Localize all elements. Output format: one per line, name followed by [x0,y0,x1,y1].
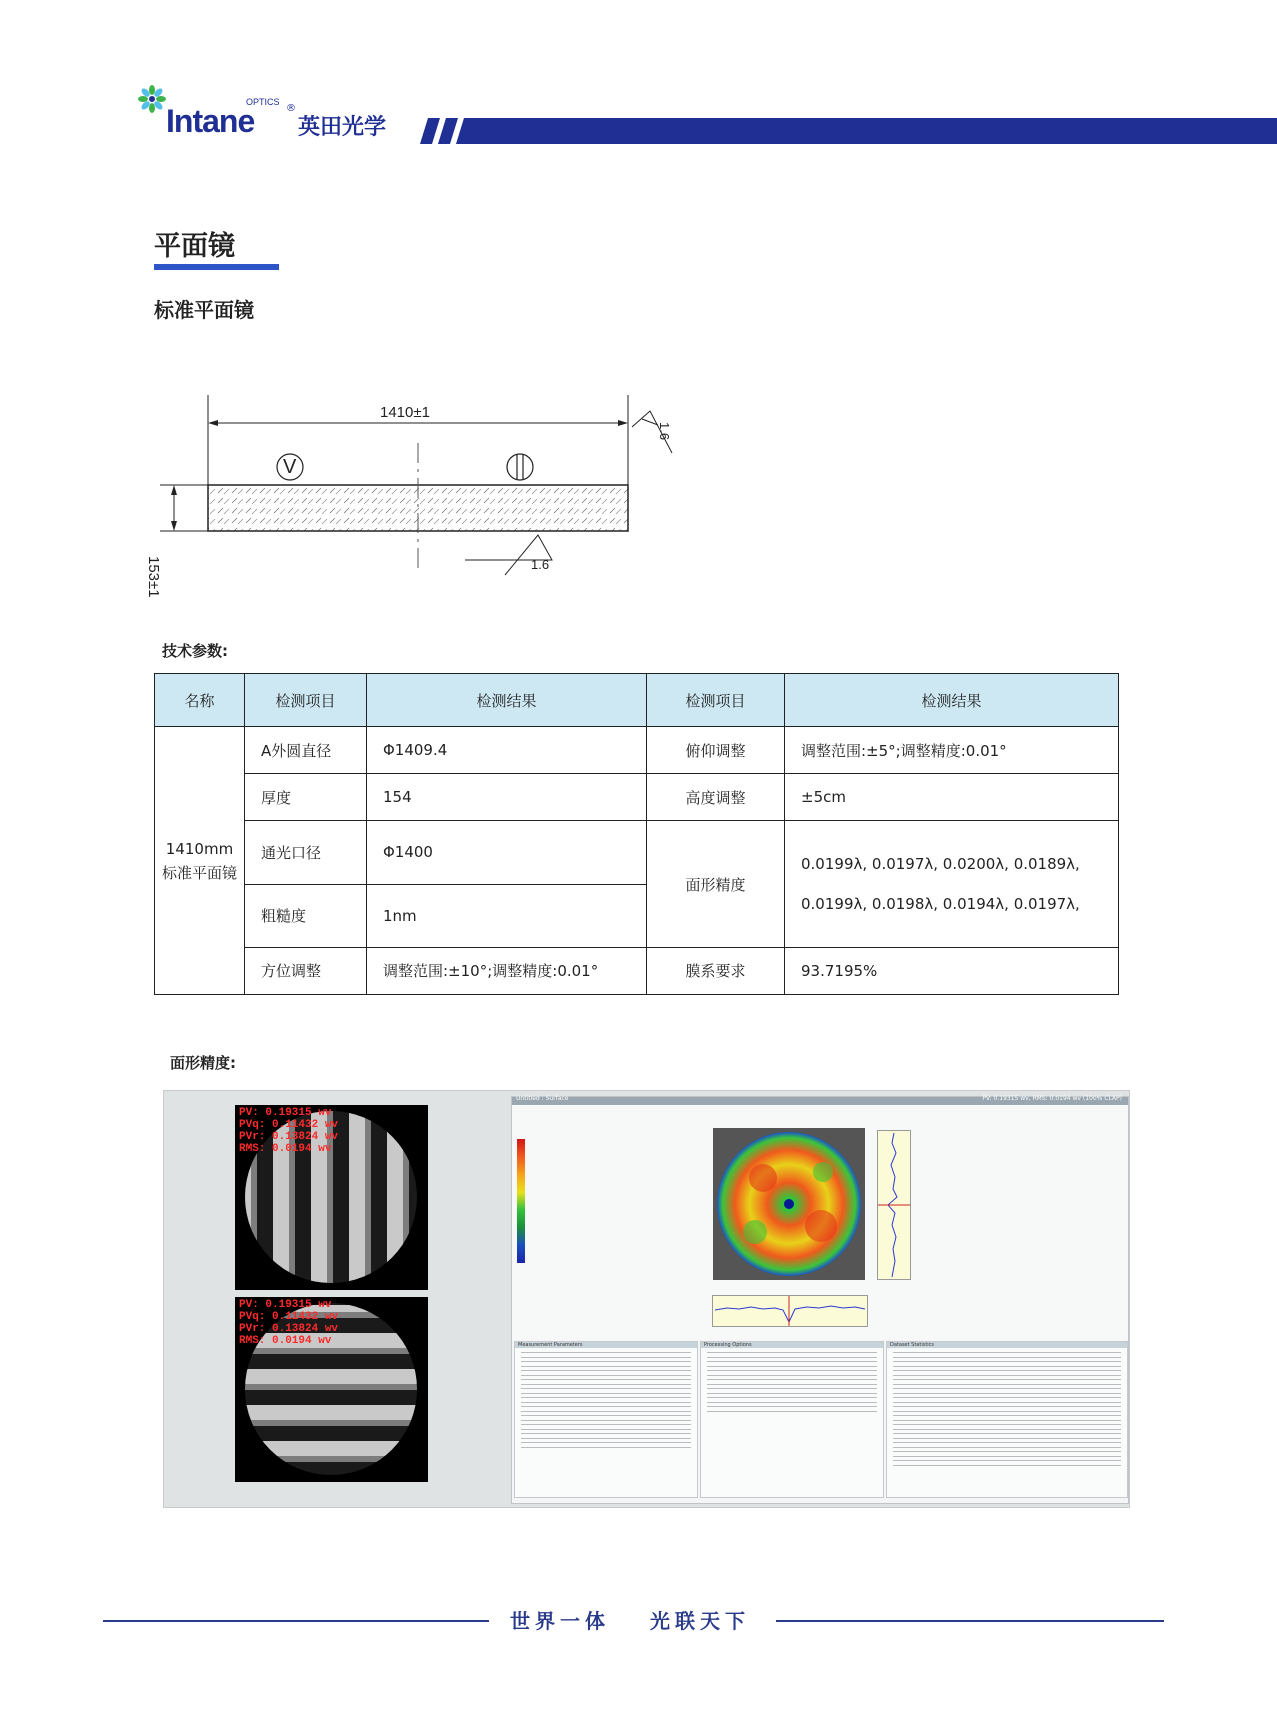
table-row [155,947,1119,994]
product-name-line2: 标准平面镜 [161,863,237,882]
registered-mark: ® [286,103,296,114]
result-cell: 154 [367,774,647,821]
header-result-1: 检测结果 [367,674,647,727]
title-underline [154,264,279,270]
result-cell: 调整范围:±5°;调整精度:0.01° [785,727,1119,774]
fringe-image-horizontal [235,1297,428,1482]
result-cell: 1nm [367,884,647,947]
footer-line-left [103,1620,489,1622]
tech-params-table [154,673,1118,995]
processing-options-pane [700,1341,884,1498]
surface-result-line2: 0.0199λ, 0.0198λ, 0.0194λ, 0.0197λ, [801,895,1080,914]
footer-slogan [510,1605,750,1634]
product-name-line1: 1410mm [165,839,234,858]
result-cell: ±5cm [785,774,1119,821]
roughness-bottom-label: 1.6 [531,557,550,572]
fringe-image-vertical [235,1105,428,1290]
item-cell: 厚度 [245,774,367,821]
color-scale-bar [517,1139,525,1263]
analysis-title-bar [512,1097,1128,1105]
item-cell: 膜系要求 [647,947,785,994]
fringe-1-pv: PV: 0.19315 wv [239,1107,332,1119]
analysis-result-pane [512,1105,1128,1340]
mirror-technical-drawing [160,385,700,600]
height-dimension-label: 153±1 [145,556,162,598]
result-cell: 调整范围:±10°;调整精度:0.01° [367,947,647,994]
item-cell: A外圆直径 [245,727,367,774]
roughness-top-label: 1.6 [657,422,672,441]
interferometer-analysis-window [511,1096,1129,1504]
item-cell: 高度调整 [647,774,785,821]
header-item-2: 检测项目 [647,674,785,727]
analysis-title: Untitled : Surface [516,1095,569,1102]
brand-name-en: Intane [166,103,255,139]
dataset-statistics-pane [886,1341,1128,1498]
header-item-1: 检测项目 [245,674,367,727]
slogan-part-1: 世界一体 [510,1609,610,1633]
item-cell: 粗糙度 [245,884,367,947]
surface-accuracy-panel [163,1090,1130,1508]
fringe-2-stats [239,1299,338,1347]
fringe-2-rms: RMS: 0.0194 wv [239,1335,332,1347]
page-title: 平面镜 [154,231,235,262]
width-dimension-label: 1410±1 [380,404,430,421]
fringe-1-rms: RMS: 0.0194 wv [239,1143,332,1155]
measurement-parameters-pane [514,1341,698,1498]
brand-name-cn: 英田光学 [298,115,387,140]
surface-accuracy-label: 面形精度: [170,1054,236,1072]
item-cell: 通光口径 [245,821,367,884]
sub-title: 标准平面镜 [154,298,254,322]
surface-result-cell [785,821,1119,947]
surface-result-line1: 0.0199λ, 0.0197λ, 0.0200λ, 0.0189λ, [801,855,1080,874]
vertical-profile-plot [877,1130,911,1280]
header-stripe-bar [420,118,1277,144]
fringe-2-pv: PV: 0.19315 wv [239,1299,332,1311]
horizontal-profile-plot [712,1295,868,1327]
result-cell: 93.7195% [785,947,1119,994]
header-result-2: 检测结果 [785,674,1119,727]
result-cell: Φ1409.4 [367,727,647,774]
fringe-1-pvr: PVr: 0.13824 wv [239,1131,339,1143]
fringe-1-pvq: PVq: 0.11432 wv [239,1119,339,1131]
fringe-2-pvq: PVq: 0.11432 wv [239,1311,339,1323]
result-cell: Φ1400 [367,821,647,884]
table-header-row [155,674,1119,727]
pane-title: Processing Options [701,1342,883,1348]
surface-height-map [713,1128,865,1280]
item-cell: 俯仰调整 [647,727,785,774]
slogan-part-2: 光联天下 [649,1609,750,1633]
v-symbol-label: V [283,456,297,478]
table-row [155,774,1119,821]
item-cell: 方位调整 [245,947,367,994]
table-row [155,821,1119,884]
brand-logo [138,85,418,145]
pane-title: Measurement Parameters [515,1342,697,1348]
pane-title: Dataset Statistics [887,1342,1127,1348]
fringe-2-pvr: PVr: 0.13824 wv [239,1323,339,1335]
footer-line-right [776,1620,1164,1622]
product-name-cell [155,727,245,995]
table-row [155,727,1119,774]
header-name: 名称 [155,674,245,727]
tech-params-label: 技术参数: [162,642,228,660]
analysis-summary: PV: 0.19315 wv, RMS: 0.0194 wv (100% CLAP) [982,1095,1122,1102]
surface-item-cell: 面形精度 [647,821,785,947]
brand-optics: OPTICS [246,97,280,107]
fringe-1-stats [239,1107,338,1155]
